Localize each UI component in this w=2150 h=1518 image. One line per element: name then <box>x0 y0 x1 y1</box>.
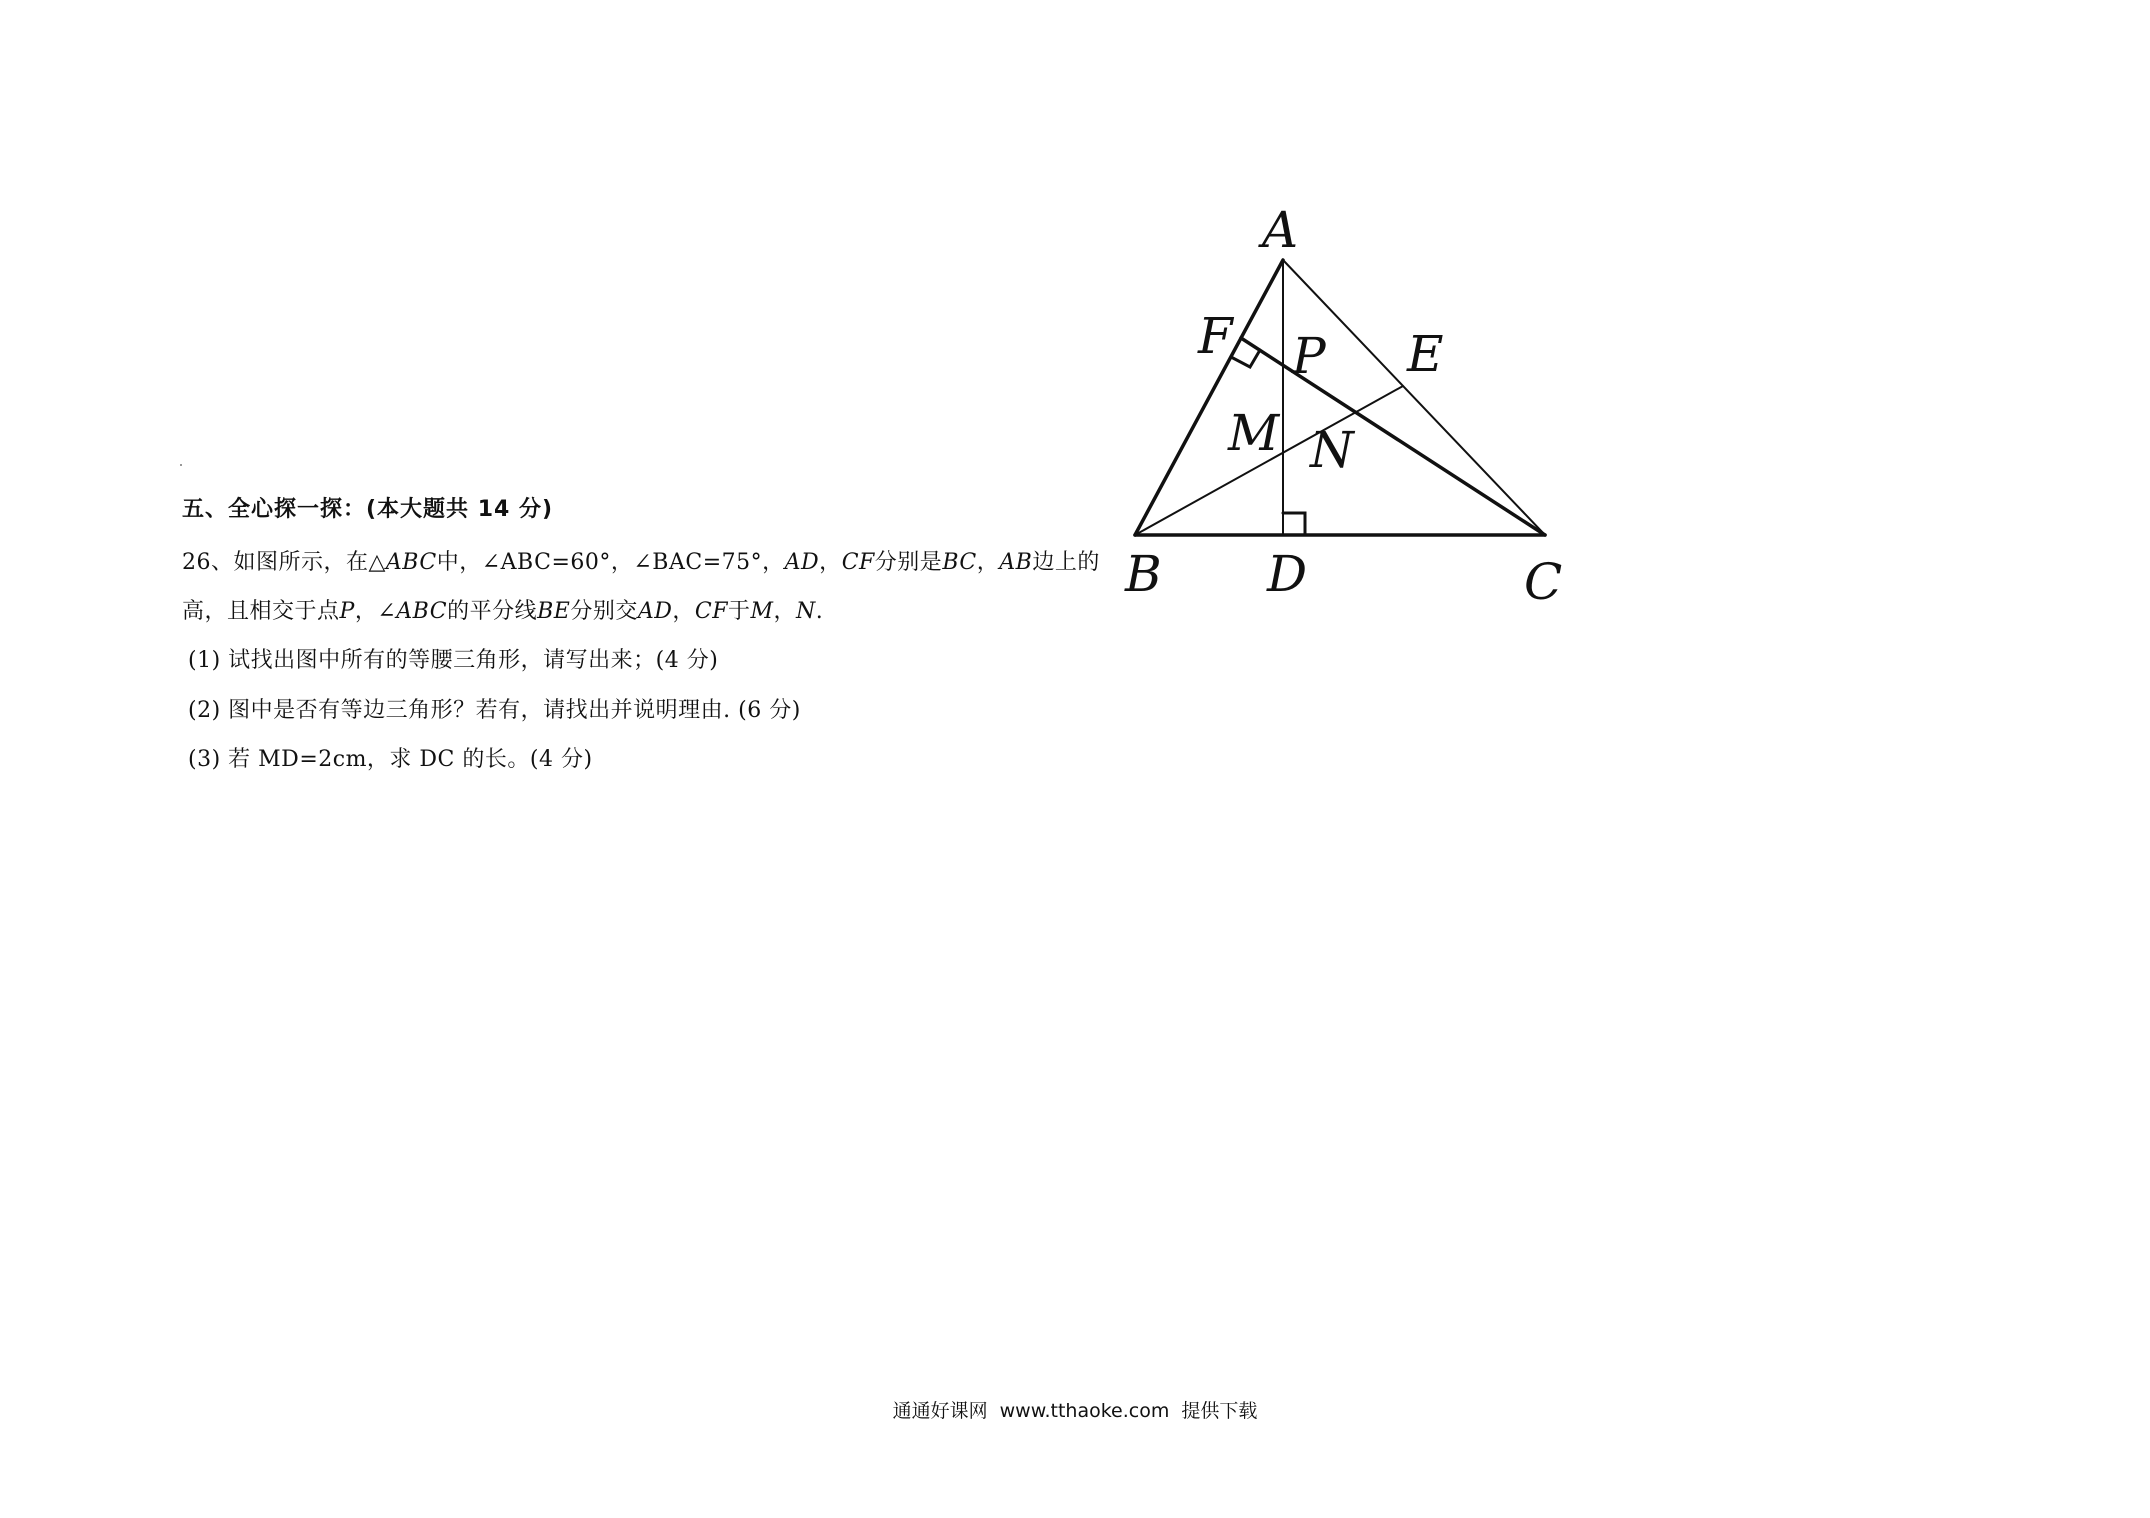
label-e: E <box>1407 325 1444 383</box>
q1-mid1: 中，∠ABC=60°，∠BAC=75°， <box>436 550 785 575</box>
q1-comma: ， <box>819 550 842 575</box>
altitude-cf <box>1241 338 1545 535</box>
q2-n: N <box>796 599 816 624</box>
q2-mid2: 的平分线 <box>447 599 538 624</box>
q2-comma2: ， <box>773 599 797 624</box>
question-line-2 <box>182 594 823 625</box>
label-c: C <box>1524 553 1563 610</box>
q2-ad: AD <box>637 599 673 624</box>
footer-site-name: 通通好课网 <box>892 1400 988 1422</box>
label-d: D <box>1267 545 1308 603</box>
right-angle-mark-d <box>1283 513 1305 535</box>
footer-url: www.tthaoke.com <box>999 1400 1170 1422</box>
label-f: F <box>1198 307 1233 365</box>
q2-mid4: 于 <box>727 599 751 624</box>
sub-question-2: (2) 图中是否有等边三角形？若有，请找出并说明理由. (6 分) <box>188 698 801 723</box>
label-a: A <box>1262 201 1299 259</box>
q2-mid1: ，∠ <box>354 599 397 624</box>
label-n: N <box>1310 421 1354 479</box>
q2-prefix: 高，且相交于点 <box>182 599 340 624</box>
triangle-diagram <box>1120 195 1570 610</box>
q1-ab: AB <box>999 550 1033 575</box>
right-angle-mark-f <box>1231 350 1260 367</box>
label-b: B <box>1125 545 1162 603</box>
q2-mid3: 分别交 <box>570 599 638 624</box>
q2-comma: ， <box>672 599 695 624</box>
section-title: 五、全心探一探：(本大题共 14 分) <box>182 497 554 522</box>
q2-p: P <box>339 599 355 624</box>
q1-cf: CF <box>841 550 875 575</box>
q1-tri: ABC <box>385 550 437 575</box>
label-m: M <box>1228 404 1280 462</box>
footer-action: 提供下载 <box>1181 1400 1258 1422</box>
label-p: P <box>1292 327 1326 385</box>
geometry-figure <box>1120 195 1570 610</box>
q2-cf: CF <box>694 599 728 624</box>
question-line-1 <box>182 545 1100 576</box>
q1-bc: BC <box>942 550 977 575</box>
q2-m: M <box>750 599 774 624</box>
scan-speck <box>180 464 182 466</box>
sub-question-1: (1) 试找出图中所有的等腰三角形，请写出来；(4 分) <box>188 648 719 673</box>
side-ac <box>1283 260 1545 535</box>
q2-abc: ABC <box>396 599 448 624</box>
q1-mid2: 分别是 <box>874 550 943 575</box>
q2-end: . <box>815 599 824 624</box>
page-footer <box>0 1396 2150 1423</box>
q2-be: BE <box>537 599 571 624</box>
q1-suffix: 边上的 <box>1032 550 1100 575</box>
q1-prefix: 26、如图所示，在△ <box>182 550 386 575</box>
q1-ad: AD <box>784 550 820 575</box>
q1-comma2: ， <box>976 550 1000 575</box>
sub-question-3: (3) 若 MD=2cm，求 DC 的长。(4 分) <box>188 747 593 772</box>
